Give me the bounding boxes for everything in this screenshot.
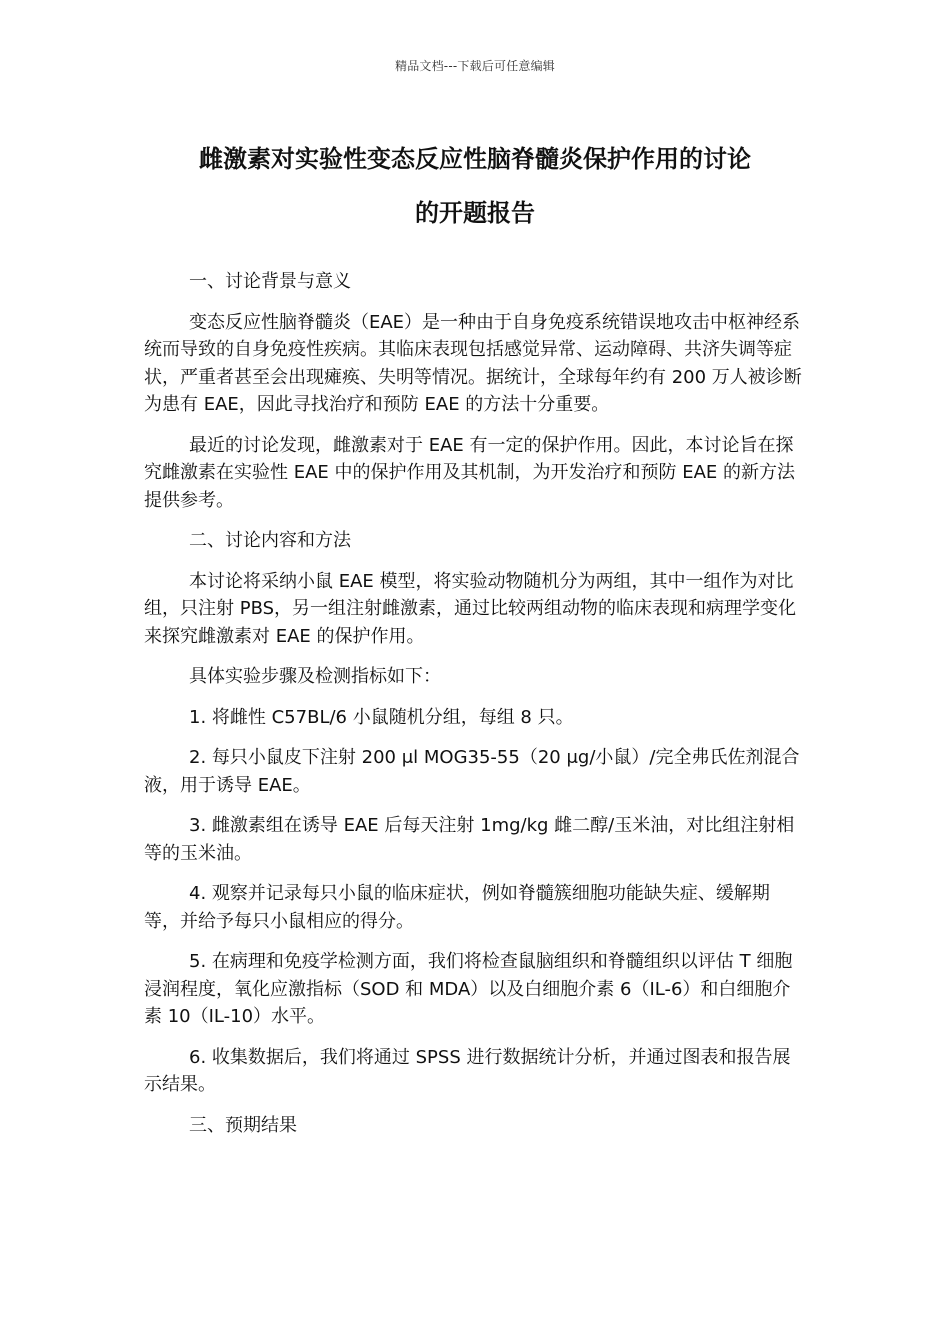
page-header: 精品文档---下载后可任意编辑 bbox=[395, 59, 555, 73]
list-item-step-5: 5. 在病理和免疫学检测方面，我们将检查鼠脑组织和脊髓组织以评估 T 细胞浸润程度，氧化应激指标（SOD 和 MDA）以及白细胞介素 6（IL-6）和白细胞介素 10（IL-10）水平。 bbox=[144, 951, 793, 1027]
title-line-2: 的开题报告 bbox=[415, 199, 535, 227]
list-item-step-4: 4. 观察并记录每只小鼠的临床症状，例如脊髓簇细胞功能缺失症、缓解期等，并给予每只小鼠相应的得分。 bbox=[144, 883, 770, 932]
section-heading-background: 一、讨论背景与意义 bbox=[189, 271, 351, 292]
section-heading-methods: 二、讨论内容和方法 bbox=[189, 530, 351, 551]
list-item-step-3: 3. 雌激素组在诱导 EAE 后每天注射 1mg/kg 雌二醇/玉米油，对比组注射相等的玉米油。 bbox=[144, 815, 795, 864]
paragraph-steps-intro: 具体实验步骤及检测指标如下： bbox=[189, 666, 441, 687]
paragraph-model: 本讨论将采纳小鼠 EAE 模型，将实验动物随机分为两组，其中一组作为对比组，只注射 PBS，另一组注射雌激素，通过比较两组动物的临床表现和病理学变化来探究雌激素对 EAE 的保护作用。 bbox=[144, 570, 797, 647]
list-item-step-2: 2. 每只小鼠皮下注射 200 μl MOG35-55（20 μg/小鼠）/完全弗氏佐剂混合液，用于诱导 EAE。 bbox=[144, 747, 800, 796]
paragraph-estrogen-aim: 最近的讨论发现，雌激素对于 EAE 有一定的保护作用。因此，本讨论旨在探究雌激素在实验性 EAE 中的保护作用及其机制，为开发治疗和预防 EAE 的新方法提供参考。 bbox=[144, 434, 796, 511]
list-item-step-6: 6. 收集数据后，我们将通过 SPSS 进行数据统计分析，并通过图表和报告展示结果。 bbox=[144, 1046, 791, 1095]
paragraph-eae-intro: 变态反应性脑脊髓炎（EAE）是一种由于自身免疫系统错误地攻击中枢神经系统而导致的自身免疫性疾病。其临床表现包括感觉异常、运动障碍、共济失调等症状，严重者甚至会出现瘫痪、失明等情况。据统计，全球每年约有 200 万人被诊断为患有 EAE，因此寻找治疗和预防 EAE 的方法十分重要。 bbox=[144, 311, 802, 415]
list-item-step-1: 1. 将雌性 C57BL/6 小鼠随机分组，每组 8 只。 bbox=[189, 706, 574, 728]
document-title bbox=[120, 132, 830, 240]
title-line-1: 雌激素对实验性变态反应性脑脊髓炎保护作用的讨论 bbox=[199, 145, 751, 173]
document-body bbox=[144, 268, 804, 1152]
section-heading-expected-results: 三、预期结果 bbox=[189, 1114, 297, 1136]
